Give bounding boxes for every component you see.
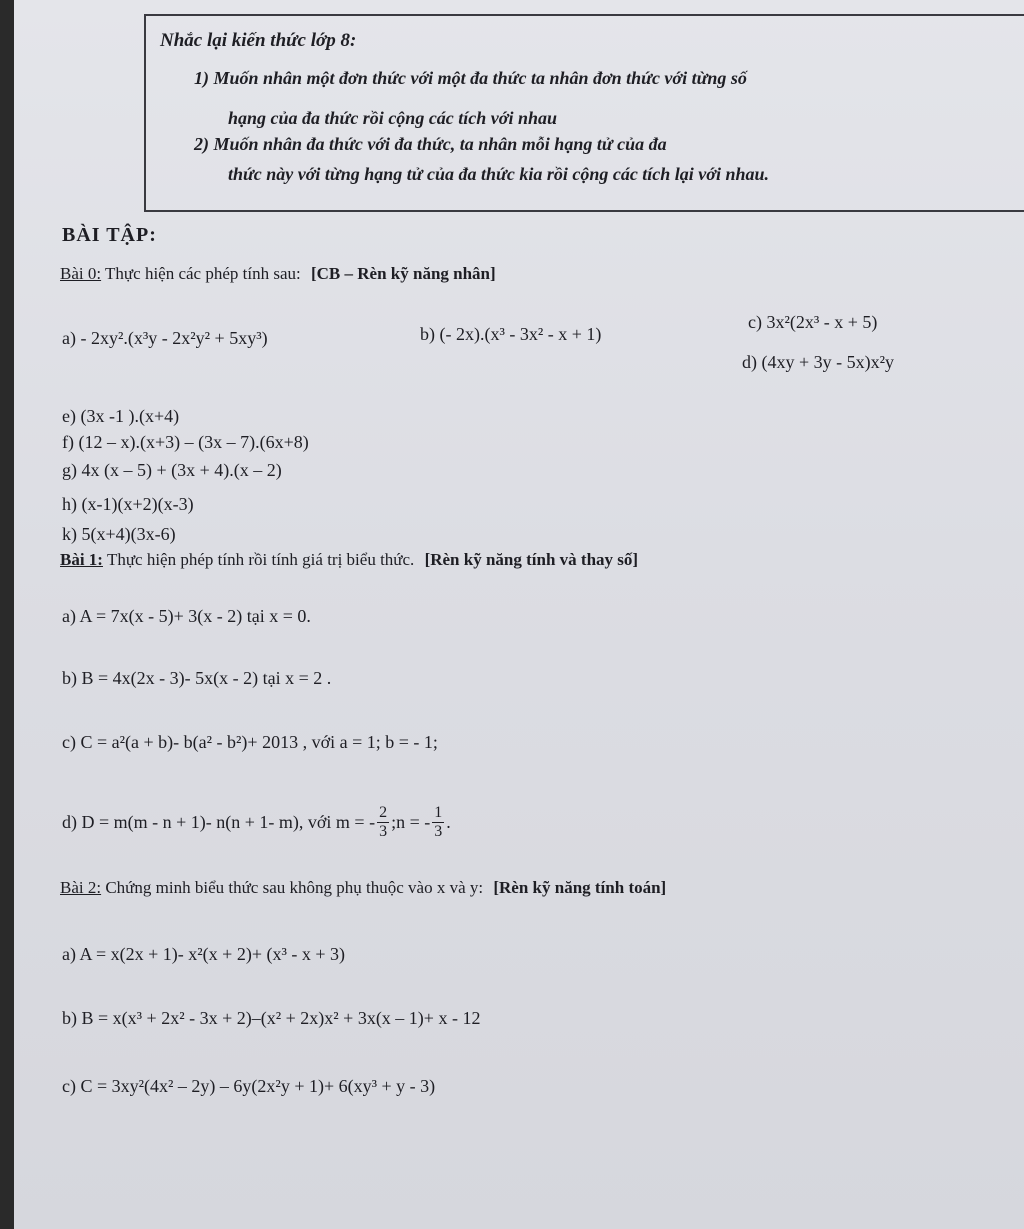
bai0-item-b: b) (- 2x).(x³ - 3x² - x + 1) xyxy=(420,324,602,344)
fraction-n xyxy=(432,804,444,841)
bai0-item-h: h) (x-1)(x+2)(x-3) xyxy=(62,494,194,514)
bai2-label: Bài 2: xyxy=(60,878,102,897)
bai0-tag: [CB – Rèn kỹ năng nhân] xyxy=(310,264,496,283)
bai2-text: Chứng minh biểu thức sau không phụ thuộc vào x và y: xyxy=(105,878,484,897)
bai1-d-expression: d) D = m(m - n + 1)- n(n + 1- m), với m = - xyxy=(62,812,376,832)
fraction-m-numerator: 2 xyxy=(379,804,388,821)
bai0-item-g: g) 4x (x – 5) + (3x + 4).(x – 2) xyxy=(62,460,282,480)
bai2-item-a: a) A = x(2x + 1)- x²(x + 2)+ (x³ - x + 3) xyxy=(62,944,345,964)
fraction-n-numerator: 1 xyxy=(434,804,443,821)
reminder-rule2-line1: 2) Muốn nhân đa thức với đa thức, ta nhân mỗi hạng tử của đa xyxy=(194,134,667,154)
bai1-d-end: . xyxy=(446,812,451,832)
section-title: BÀI TẬP: xyxy=(62,224,157,246)
bai0-text: Thực hiện các phép tính sau: xyxy=(105,264,301,283)
bai1-item-d xyxy=(62,804,451,841)
reminder-rule2-line2: thức này với từng hạng tử của đa thức kia rồi cộng các tích lại với nhau. xyxy=(228,164,769,184)
bai1-item-c: c) C = a²(a + b)- b(a² - b²)+ 2013 , với a = 1; b = - 1; xyxy=(62,732,438,752)
bai1-item-a: a) A = 7x(x - 5)+ 3(x - 2) tại x = 0. xyxy=(62,606,311,626)
reminder-rule1-line2: hạng của đa thức rồi cộng các tích với nhau xyxy=(228,108,557,128)
bai0-item-a: a) - 2xy².(x³y - 2x²y² + 5xy³) xyxy=(62,328,268,348)
bai1-label: Bài 1: xyxy=(60,550,103,569)
bai1-text: Thực hiện phép tính rồi tính giá trị biểu thức. xyxy=(106,550,415,569)
bai2-heading xyxy=(60,878,666,898)
bai1-heading xyxy=(60,550,638,570)
bai1-d-middle: ;n = - xyxy=(391,812,431,832)
bai0-item-k: k) 5(x+4)(3x-6) xyxy=(62,524,176,544)
reminder-rule1-line1: 1) Muốn nhân một đơn thức với một đa thức ta nhân đơn thức với từng số xyxy=(194,68,747,88)
bai0-item-c: c) 3x²(2x³ - x + 5) xyxy=(748,312,878,332)
bai2-item-b: b) B = x(x³ + 2x² - 3x + 2)–(x² + 2x)x² + 3x(x – 1)+ x - 12 xyxy=(62,1008,481,1028)
bai0-item-e: e) (3x -1 ).(x+4) xyxy=(62,406,180,426)
fraction-m-denominator: 3 xyxy=(379,823,388,840)
bai0-label: Bài 0: xyxy=(60,264,102,283)
fraction-n-denominator: 3 xyxy=(434,823,443,840)
bai2-tag: [Rèn kỹ năng tính toán] xyxy=(493,878,667,897)
bai1-item-b: b) B = 4x(2x - 3)- 5x(x - 2) tại x = 2 . xyxy=(62,668,332,688)
worksheet-page xyxy=(14,0,1024,1229)
fraction-m xyxy=(377,804,389,841)
bai0-heading xyxy=(60,264,496,284)
bai2-item-c: c) C = 3xy²(4x² – 2y) – 6y(2x²y + 1)+ 6(xy³ + y - 3) xyxy=(62,1076,436,1096)
bai0-item-d: d) (4xy + 3y - 5x)x²y xyxy=(742,352,895,372)
reminder-title: Nhắc lại kiến thức lớp 8: xyxy=(160,30,357,51)
bai0-item-f: f) (12 – x).(x+3) – (3x – 7).(6x+8) xyxy=(62,432,309,452)
bai1-tag: [Rèn kỹ năng tính và thay số] xyxy=(424,550,639,569)
